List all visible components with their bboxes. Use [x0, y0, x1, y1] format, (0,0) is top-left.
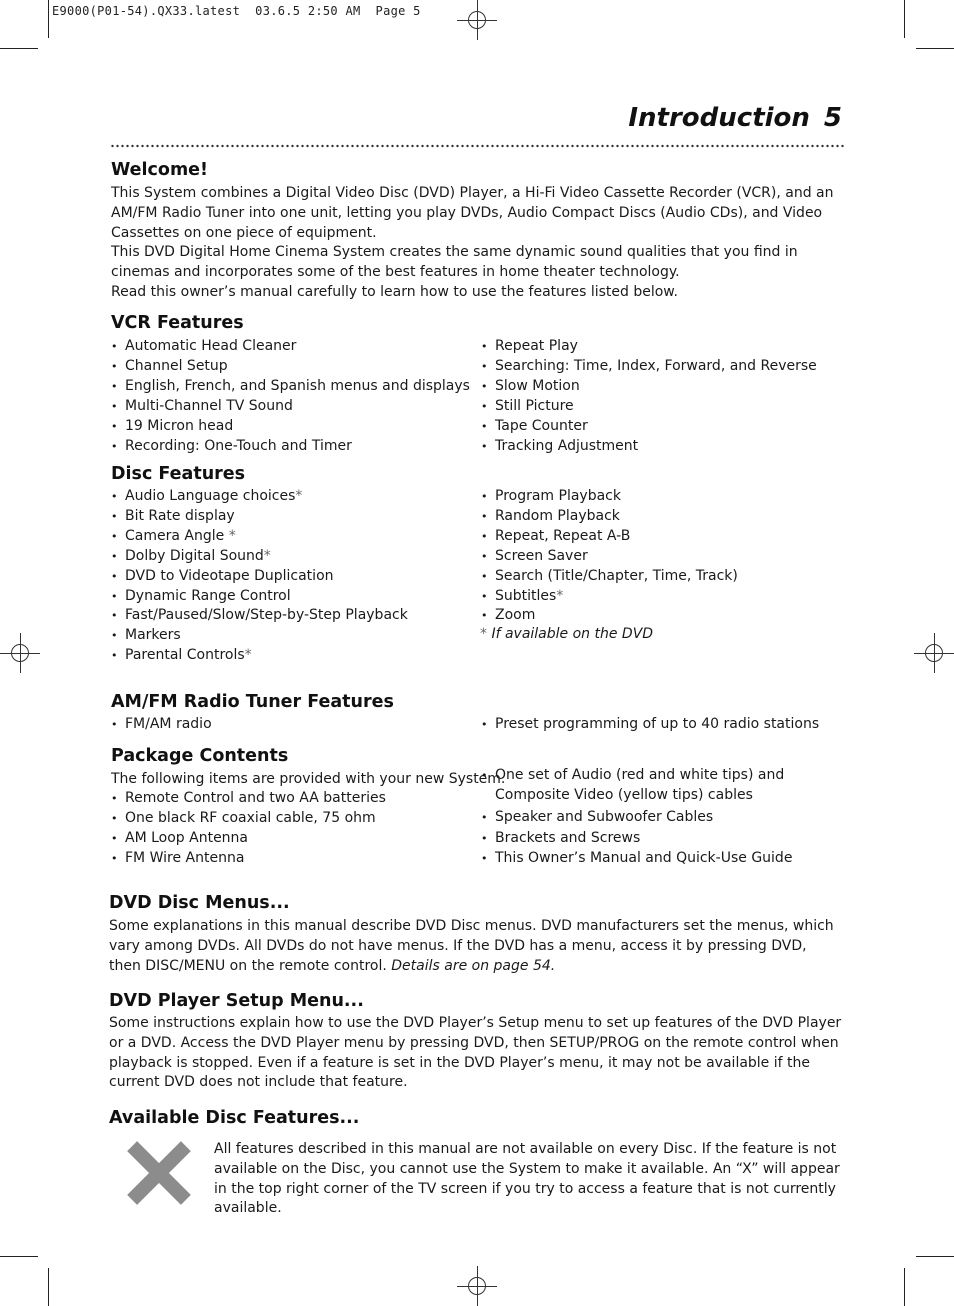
list-item: • FM Wire Antenna [111, 849, 386, 869]
list-item: • Preset programming of up to 40 radio stations [481, 715, 819, 735]
list-item: • This Owner’s Manual and Quick-Use Guide [481, 849, 792, 869]
list-item: • Audio Language choices* [111, 487, 408, 507]
asterisk: * [228, 527, 236, 544]
list-item [481, 766, 792, 806]
asterisk: * [263, 547, 271, 564]
page-title [628, 103, 842, 133]
list-item: • Tracking Adjustment [481, 437, 817, 457]
setup-menu-heading: DVD Player Setup Menu... [109, 991, 364, 1011]
list-item: • Screen Saver [481, 547, 738, 567]
list-item: • Random Playback [481, 507, 738, 527]
print-slug: E9000(P01-54).QX33.latest 03.6.5 2:50 AM Page 5 [52, 4, 421, 18]
list-item: • Dynamic Range Control [111, 587, 408, 607]
list-item: • Zoom [481, 606, 738, 626]
dvd-disc-menus-heading: DVD Disc Menus... [109, 893, 290, 913]
list-item: • Bit Rate display [111, 507, 408, 527]
radio-features-list-left [111, 715, 212, 735]
package-intro: The following items are provided with your new System. [111, 771, 506, 787]
dvd-disc-menus-text: Some explanations in this manual describe DVD Disc menus. DVD manufacturers set the menus, which vary among DVDs. All DVDs do not have menus. If the DVD has a menu, access it by pressing DVD, then DISC/MENU on the remote control. Details are on page 54. [109, 918, 834, 974]
crop-mark [916, 1256, 954, 1257]
footnote-mark: * [480, 626, 487, 642]
list-item: • Program Playback [481, 487, 738, 507]
list-item: • Camera Angle * [111, 527, 408, 547]
list-item: • Search (Title/Chapter, Time, Track) [481, 567, 738, 587]
list-item: • Dolby Digital Sound* [111, 547, 408, 567]
footnote-text: If available on the DVD [491, 626, 654, 642]
crop-mark [0, 48, 38, 49]
available-features-heading: Available Disc Features... [109, 1108, 360, 1128]
disc-footnote [480, 626, 653, 642]
crop-mark [48, 0, 49, 38]
welcome-paragraph: Read this owner’s manual carefully to learn how to use the features listed below. [111, 283, 678, 300]
list-item: • Subtitles* [481, 587, 738, 607]
registration-mark-top [457, 0, 497, 40]
list-item: • Searching: Time, Index, Forward, and Reverse [481, 357, 817, 377]
package-list-left [111, 789, 386, 869]
vcr-features-heading: VCR Features [111, 313, 244, 333]
available-features-text: All features described in this manual are not available on every Disc. If the feature is not available on the Disc, you cannot use the System to make it available. An “X” will appear in the top right corner of the TV screen if you try to access a feature that is not currently available. [214, 1141, 840, 1217]
list-item: • One black RF coaxial cable, 75 ohm [111, 809, 386, 829]
disc-features-heading: Disc Features [111, 464, 246, 484]
package-contents-heading: Package Contents [111, 746, 289, 766]
list-item-line: One set of Audio (red and white tips) and [495, 767, 785, 783]
page-reference: Details are on page 54. [391, 957, 556, 974]
list-item: • Brackets and Screws [481, 829, 792, 849]
welcome-heading: Welcome! [111, 160, 209, 180]
asterisk: * [556, 587, 564, 604]
page-title-text: Introduction [628, 103, 810, 133]
list-item: • Repeat, Repeat A-B [481, 527, 738, 547]
disc-features-list-right [481, 487, 738, 626]
radio-features-heading: AM/FM Radio Tuner Features [111, 692, 394, 712]
asterisk: * [295, 488, 303, 504]
list-item: • Markers [111, 626, 408, 646]
crop-mark [916, 48, 954, 49]
welcome-text [111, 184, 846, 303]
asterisk: * [244, 647, 252, 664]
list-item: • Still Picture [481, 397, 817, 417]
list-item: • Multi-Channel TV Sound [111, 397, 470, 417]
list-item: • Slow Motion [481, 377, 817, 397]
vcr-features-list-left [111, 337, 470, 456]
disc-features-list-left [111, 487, 408, 666]
list-item: • Automatic Head Cleaner [111, 337, 470, 357]
crop-mark [0, 1256, 38, 1257]
list-item: • English, French, and Spanish menus and displays [111, 377, 470, 397]
radio-features-list-right [481, 715, 819, 735]
list-item: • FM/AM radio [111, 715, 212, 735]
list-item: • DVD to Videotape Duplication [111, 567, 408, 587]
crop-mark [904, 0, 905, 38]
list-item: • Tape Counter [481, 417, 817, 437]
dotted-divider [110, 144, 845, 148]
setup-menu-text: Some instructions explain how to use the DVD Player’s Setup menu to set up features of the DVD Player or a DVD. Access the DVD Player menu by pressing DVD, then SETUP/PROG on the remote control when playback is stopped. Even if a feature is set in the DVD Player’s menu, it may not be available if the current DVD does not include that feature. [109, 1015, 842, 1091]
registration-mark-bottom [457, 1266, 497, 1306]
list-item: • Parental Controls* [111, 646, 408, 666]
list-item: • Recording: One-Touch and Timer [111, 437, 470, 457]
crop-mark [48, 1268, 49, 1306]
list-item: • Remote Control and two AA batteries [111, 789, 386, 809]
list-item: • AM Loop Antenna [111, 829, 386, 849]
list-item: • Speaker and Subwoofer Cables [481, 808, 792, 828]
registration-mark-left [0, 633, 40, 673]
package-list-right [481, 766, 792, 869]
page-number: 5 [823, 103, 842, 133]
crop-mark [904, 1268, 905, 1306]
x-mark-icon [127, 1141, 191, 1205]
list-item: • Channel Setup [111, 357, 470, 377]
list-item: • Repeat Play [481, 337, 817, 357]
list-item: • Fast/Paused/Slow/Step-by-Step Playback [111, 606, 408, 626]
list-item: • 19 Micron head [111, 417, 470, 437]
welcome-paragraph: This DVD Digital Home Cinema System creates the same dynamic sound qualities that you find in cinemas and incorporates some of the best features in home theater technology. [111, 244, 798, 281]
vcr-features-list-right [481, 337, 817, 456]
registration-mark-right [914, 633, 954, 673]
list-item-line: Composite Video (yellow tips) cables [495, 786, 753, 803]
welcome-paragraph: This System combines a Digital Video Disc (DVD) Player, a Hi-Fi Video Cassette Recorder (VCR), and an AM/FM Radio Tuner into one unit, letting you play DVDs, Audio Compact Discs (Audio CDs), and Video Cassettes on one piece of equipment. [111, 185, 834, 241]
